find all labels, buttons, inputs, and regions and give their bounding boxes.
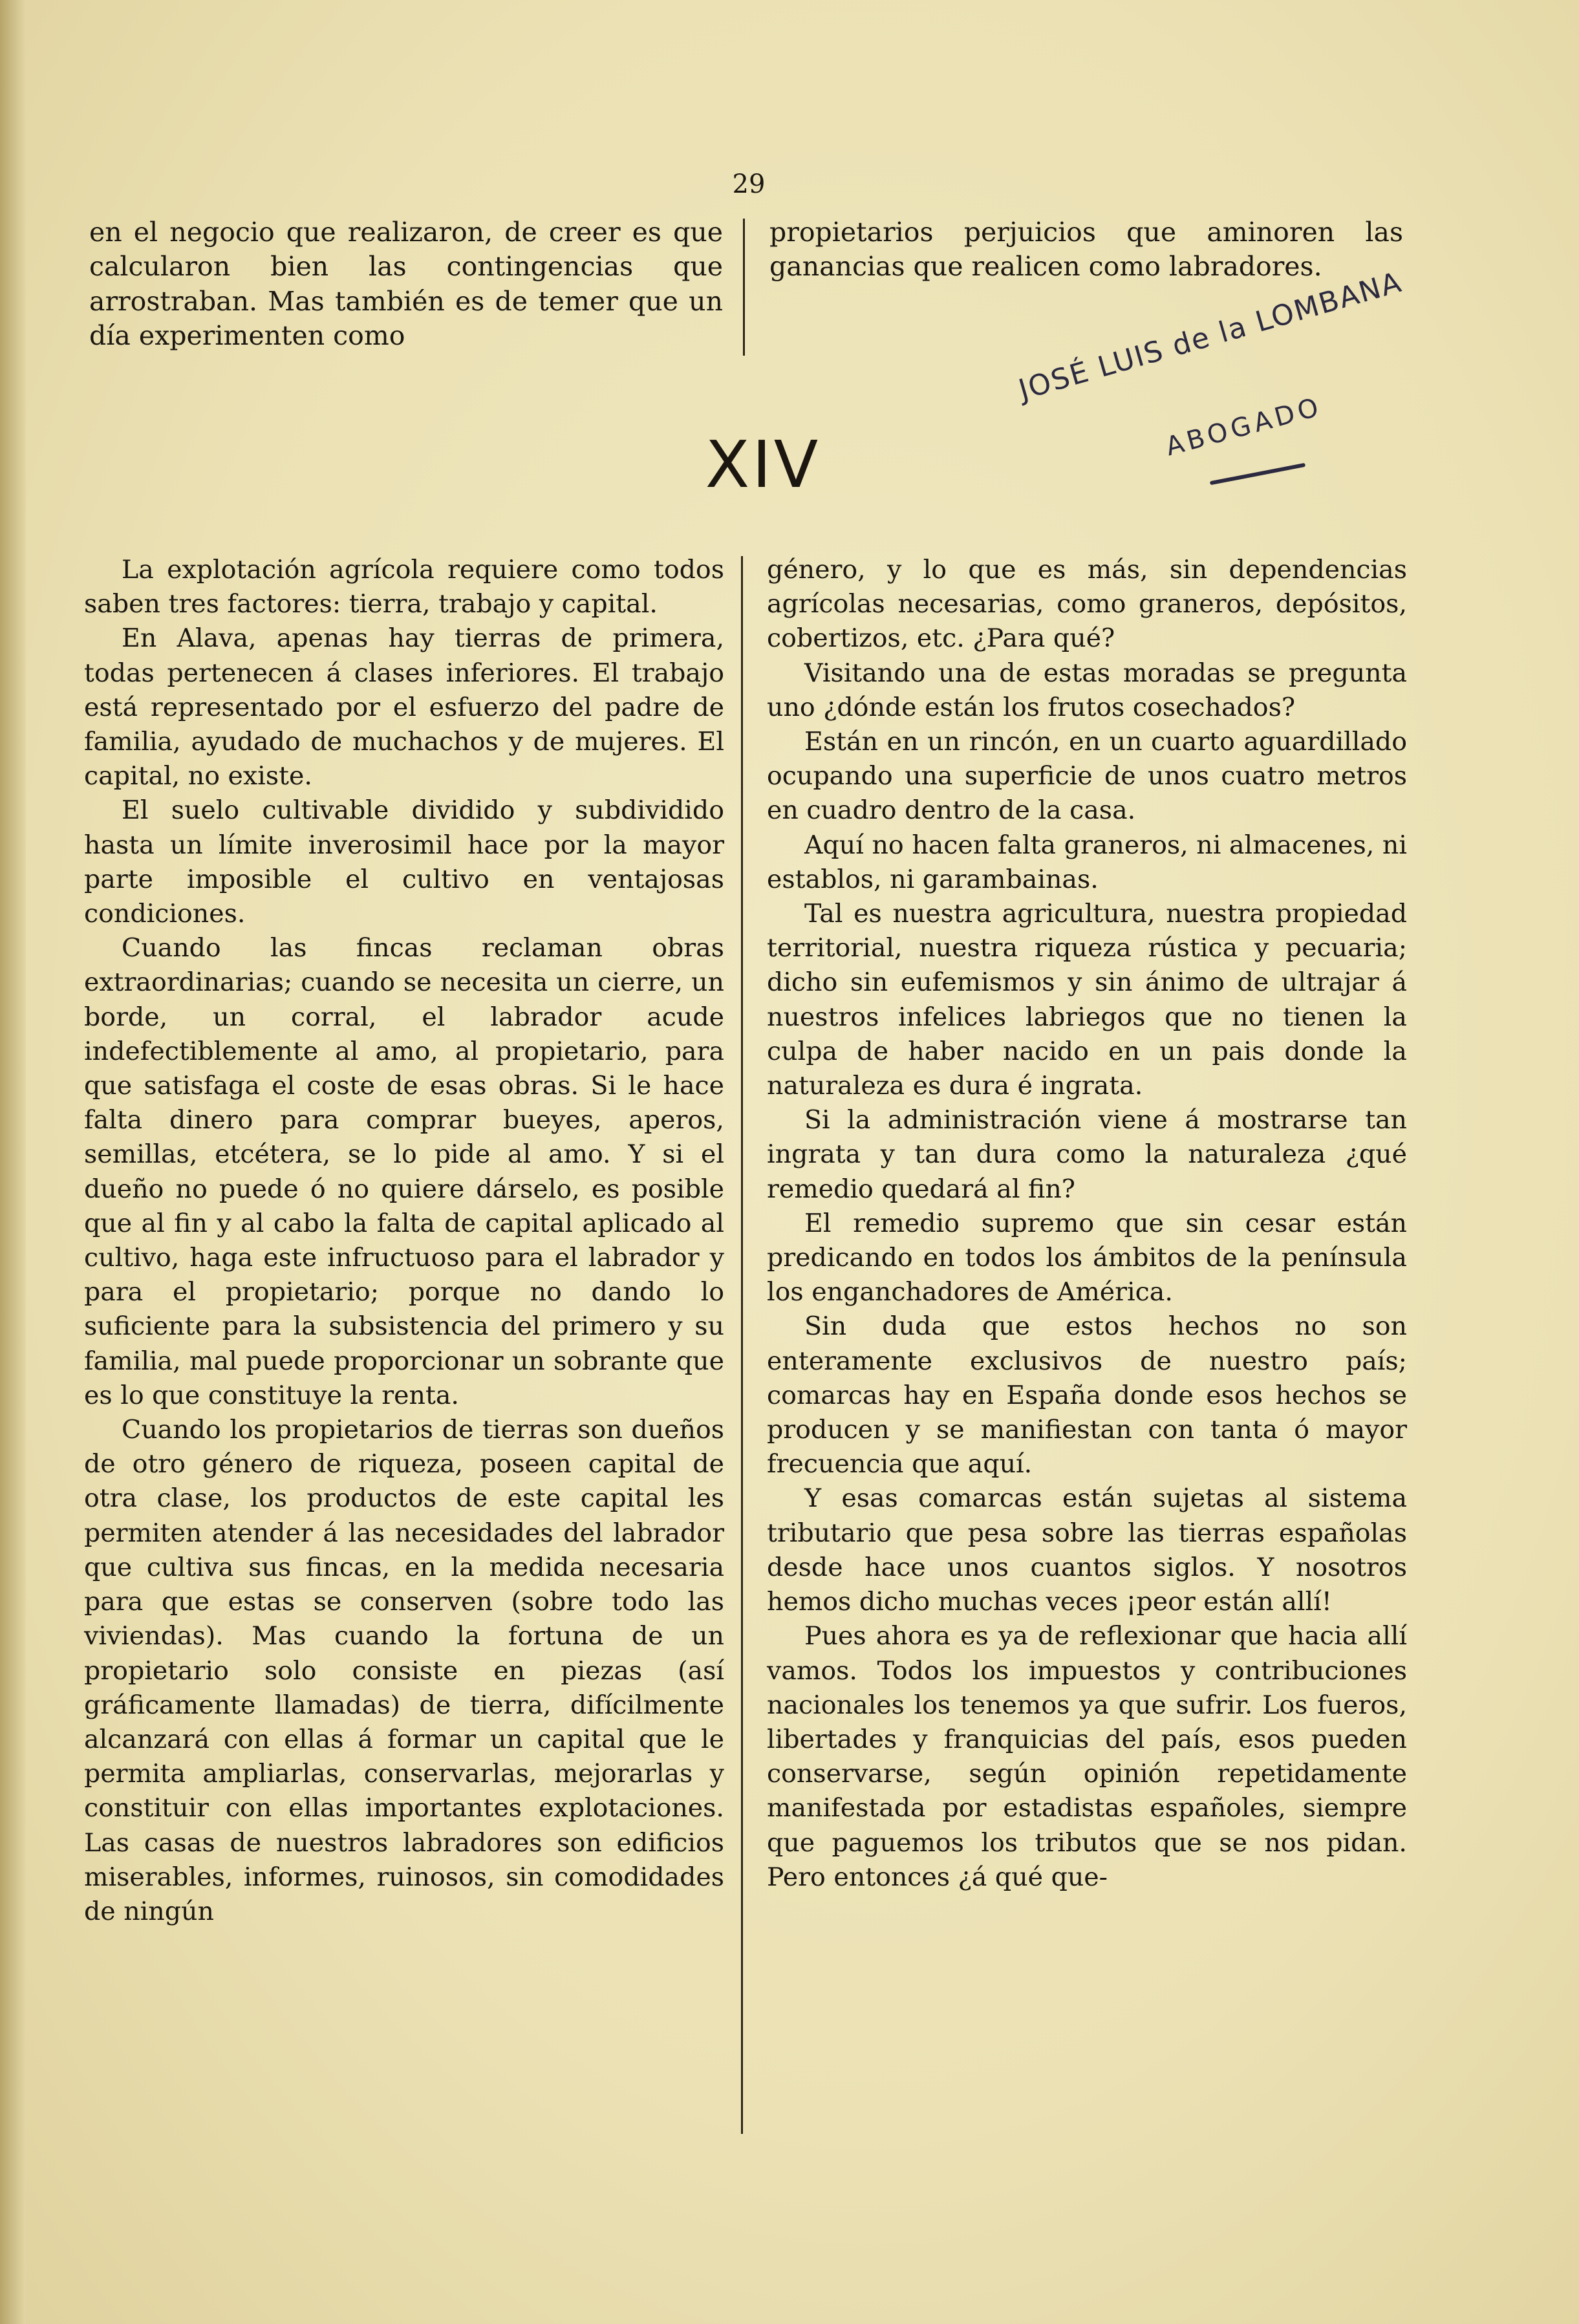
paragraph: El remedio supremo que sin cesar están predicando en todos los ámbitos de la península los enganchadores de América. [767, 1208, 1407, 1307]
paragraph: género, y lo que es más, sin dependencias agrícolas necesarias, como graneros, depósitos, cobertizos, etc. ¿Para qué? [767, 555, 1407, 654]
column-top-left [89, 215, 723, 353]
column-top-right [769, 215, 1403, 285]
paragraph: La explotación agrícola requiere como todos saben tres factores: tierra, trabajo y capital. [84, 555, 724, 619]
paragraph: Sin duda que estos hechos no son enteramente exclusivos de nuestro país; comarcas hay en España donde esos hechos se producen y se manifiestan con tanta ó mayor frecuencia que aquí. [767, 1311, 1407, 1479]
paragraph: Tal es nuestra agricultura, nuestra propiedad territorial, nuestra riqueza rústica y pecuaria; dicho sin eufemismos y sin ánimo de ultrajar á nuestros infelices labriegos que no tienen la culpa de haber nacido en un pais donde la naturaleza es dura é ingrata. [767, 899, 1407, 1101]
column-divider-top [743, 219, 745, 356]
paragraph: Pues ahora es ya de reflexionar que hacia allí vamos. Todos los impuestos y contribuciones nacionales los tenemos ya que sufrir. Los fueros, libertades y franquicias del país, esos pueden conservarse, según opinión repetidamente manifestada por estadistas españoles, siempre que paguemos los tributos que se nos pidan. Pero entonces ¿á qué que- [767, 1621, 1407, 1892]
column-divider-bottom [741, 556, 743, 2134]
paragraph: Aquí no hacen falta graneros, ni almacenes, ni establos, ni garambainas. [767, 830, 1407, 894]
paragraph: El suelo cultivable dividido y subdividido hasta un límite inverosimil hace por la mayor parte imposible el cultivo en ventajosas condiciones. [84, 795, 724, 929]
paragraph: Cuando los propietarios de tierras son dueños de otro género de riqueza, poseen capital de otra clase, los productos de este capital les permiten atender á las necesidades del labrador que cultiva sus fincas, en la medida necesaria para que estas se conserven (sobre todo las viviendas). Mas cuando la fortuna de un propietario solo consiste en piezas (así gráficamente llamadas) de tierra, difícilmente alcanzará con ellas á formar un capital que le permita ampliarlas, conservarlas, mejorarlas y constituir con ellas importantes explotaciones. Las casas de nuestros labradores son edificios miserables, informes, ruinosos, sin comodidades de ningún [84, 1415, 724, 1926]
paragraph: Y esas comarcas están sujetas al sistema tributario que pesa sobre las tierras españolas desde hace unos cuantos siglos. Y nosotros hemos dicho muchas veces ¡peor están allí! [767, 1483, 1407, 1617]
page-binding-edge [0, 0, 26, 2324]
page-number: 29 [732, 169, 766, 199]
paragraph: propietarios perjuicios que aminoren las ganancias que realicen como labradores. [769, 217, 1403, 283]
stamp-name: JOSÉ LUIS de la LOMBANA [1015, 265, 1406, 407]
lawyer-stamp [1015, 265, 1468, 491]
stamp-title: ABOGADO [1163, 391, 1326, 462]
paragraph: Si la administración viene á mostrarse tan ingrata y tan dura como la naturaleza ¿qué remedio quedará al fin? [767, 1105, 1407, 1204]
paragraph: Cuando las fincas reclaman obras extraordinarias; cuando se necesita un cierre, un borde, un corral, el labrador acude indefectiblemente al amo, al propietario, para que satisfaga el coste de esas obras. Si le hace falta dinero para comprar bueyes, aperos, semillas, etcétera, se lo pide al amo. Y si el dueño no puede ó no quiere dárselo, es posible que al fin y al cabo la falta de capital aplicado al cultivo, haga este infructuoso para el labrador y para el propietario; porque no dando lo suficiente para la subsistencia del primero y su familia, mal puede proporcionar un sobrante que es lo que constituye la renta. [84, 933, 724, 1410]
stamp-underline [1210, 463, 1305, 486]
paragraph: Están en un rincón, en un cuarto aguardillado ocupando una superficie de unos cuatro metros en cuadro dentro de la casa. [767, 727, 1407, 826]
chapter-heading: XIV [705, 427, 821, 502]
paragraph: Visitando una de estas moradas se pregunta uno ¿dónde están los frutos cosechados? [767, 658, 1407, 722]
paragraph: en el negocio que realizaron, de creer es que calcularon bien las contingencias que arrostraban. Mas también es de temer que un día experimenten como [89, 217, 723, 351]
column-bottom-left [84, 553, 724, 1929]
column-bottom-right [767, 553, 1407, 1895]
paragraph: En Alava, apenas hay tierras de primera, todas pertenecen á clases inferiores. El trabajo está representado por el esfuerzo del padre de familia, ayudado de muchachos y de mujeres. El capital, no existe. [84, 623, 724, 791]
